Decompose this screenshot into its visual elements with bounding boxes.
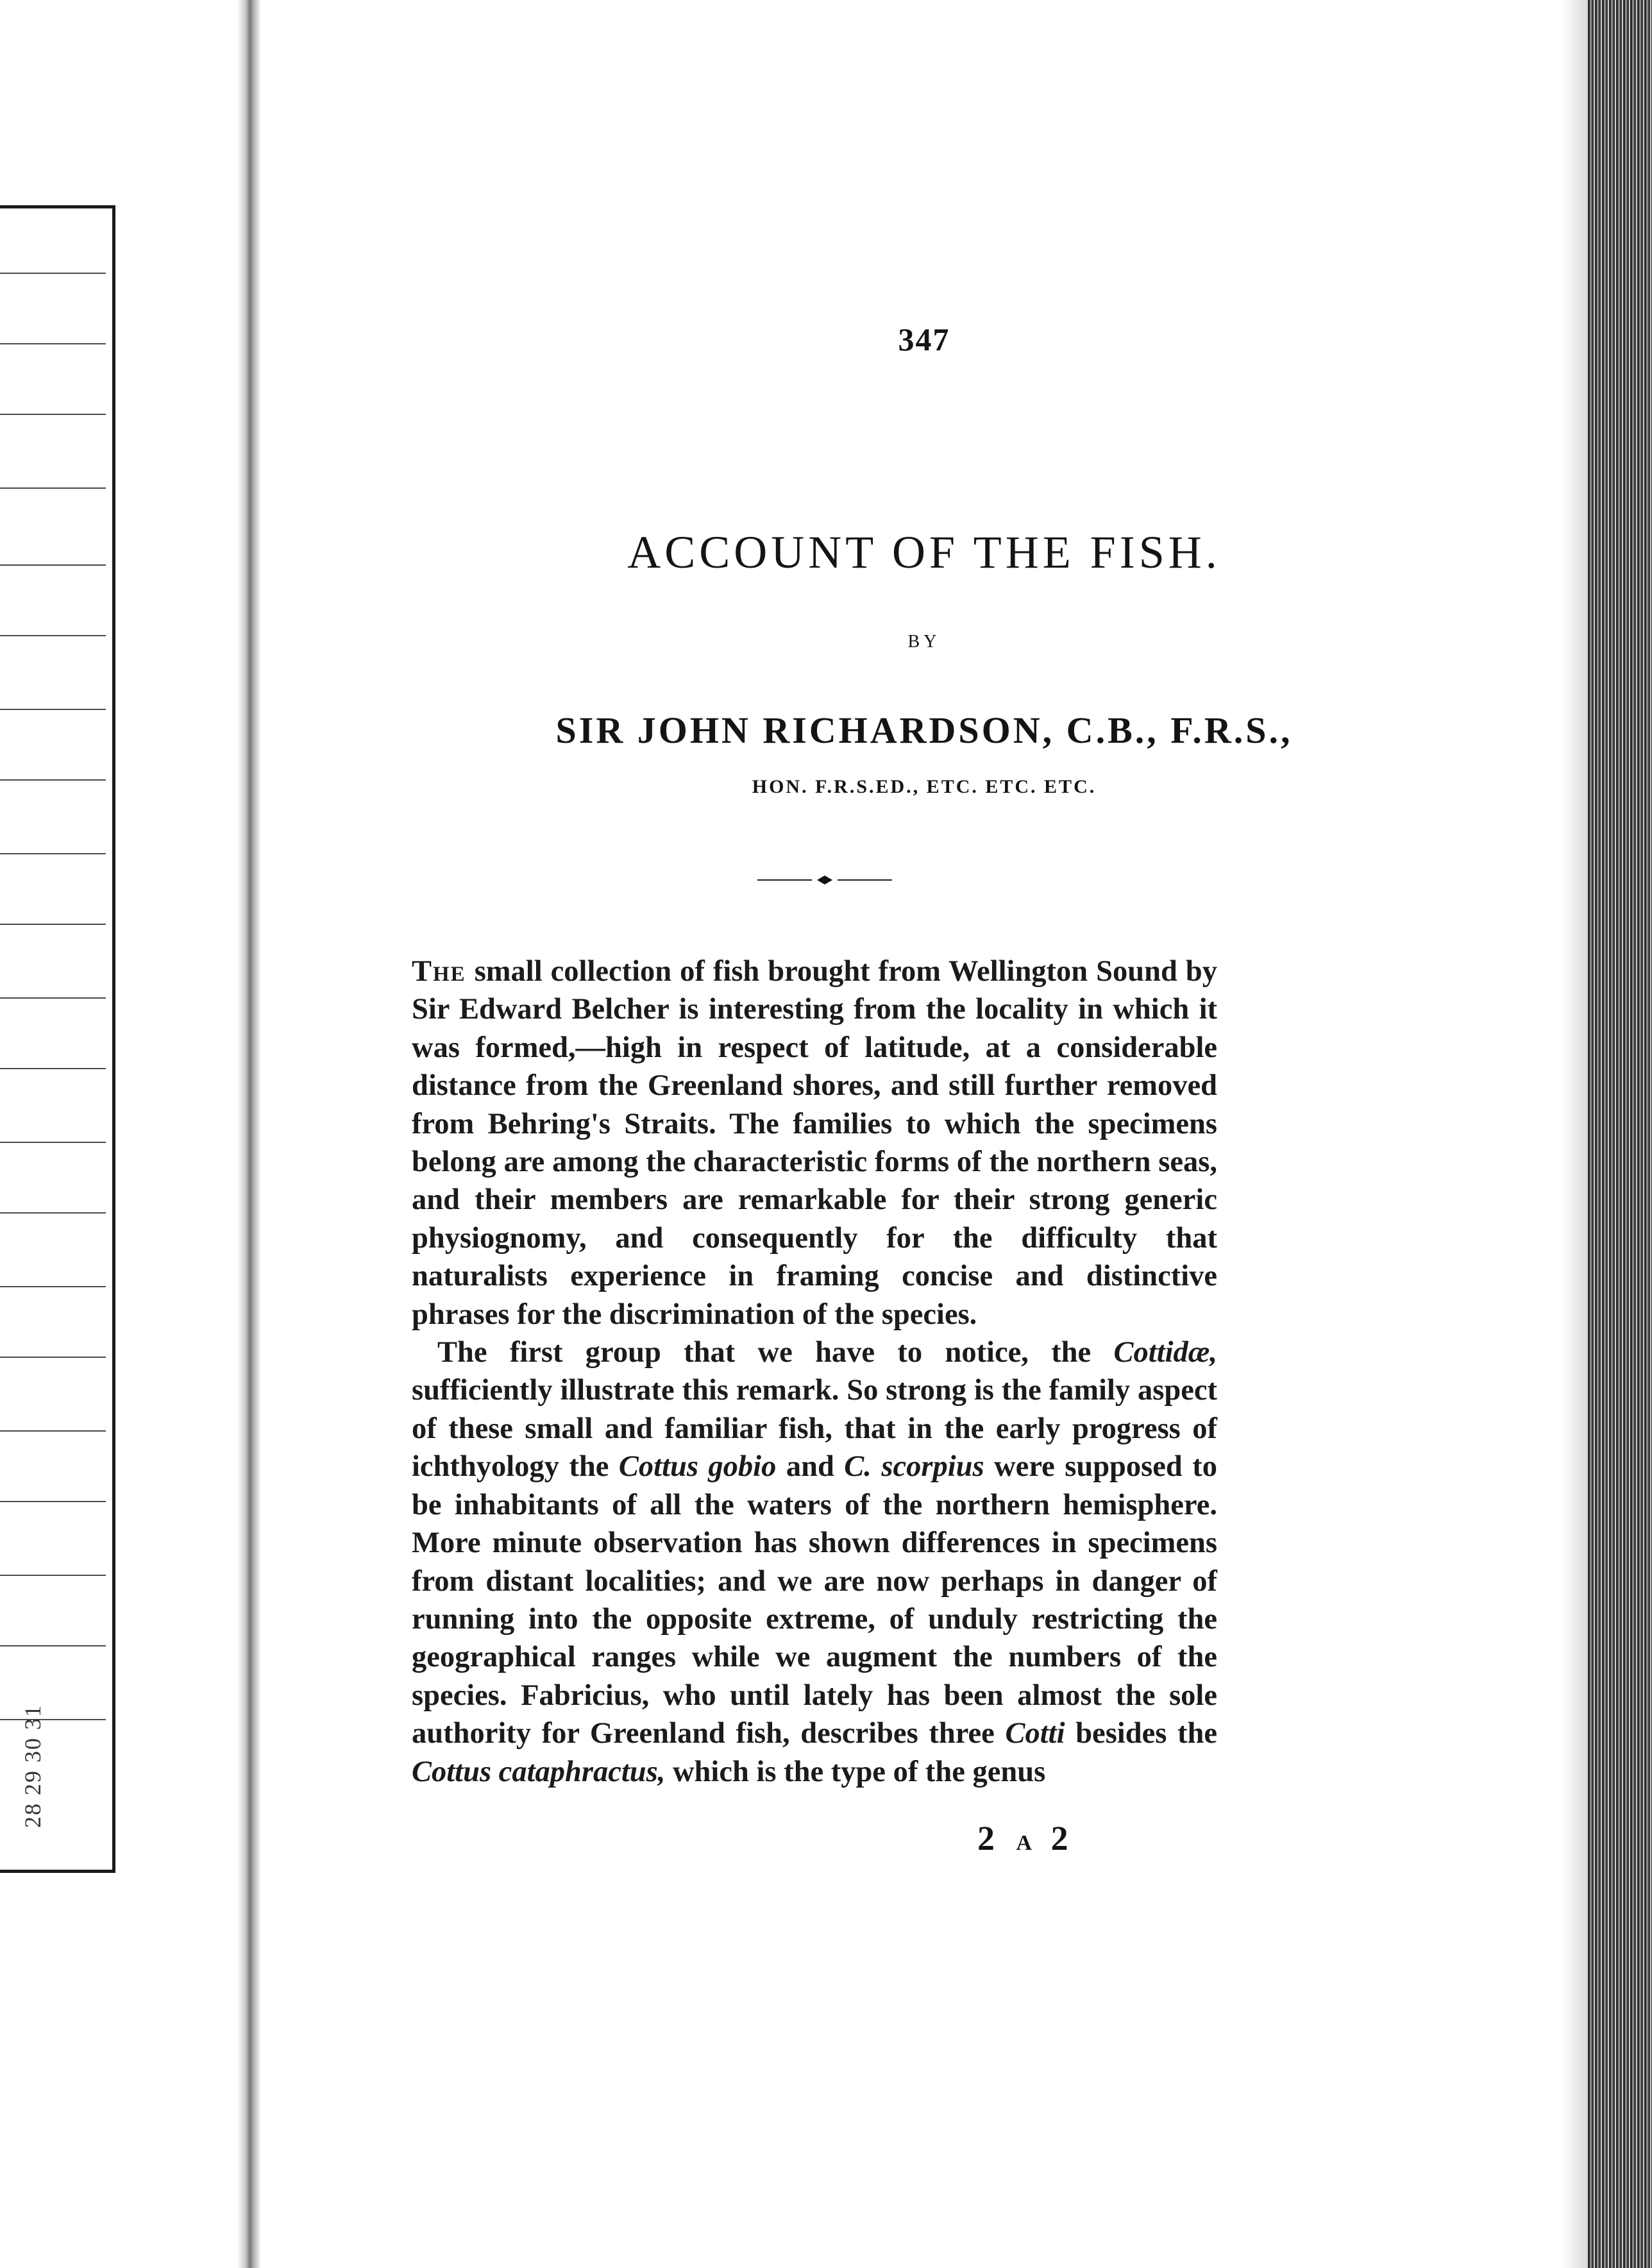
edge-numbers: 28 29 30 31	[20, 1704, 46, 1828]
table-rule	[0, 1212, 106, 1214]
signature-right: 2	[1050, 1819, 1075, 1858]
body-text	[412, 952, 1217, 1791]
page-title: ACCOUNT OF THE FISH.	[627, 527, 1221, 578]
text-run: The first group that we have to notice, the	[437, 1336, 1114, 1369]
paragraph	[412, 1333, 1217, 1791]
table-rule	[0, 487, 106, 489]
table-rule	[0, 1357, 106, 1358]
page-number: 347	[898, 321, 950, 357]
table-rule	[0, 635, 106, 636]
italic-species-name: Cottus cataphractus,	[412, 1755, 666, 1788]
italic-species-name: C. scorpius	[844, 1450, 984, 1484]
table-rule	[0, 1286, 106, 1287]
table-rule	[0, 924, 106, 925]
table-rule	[0, 853, 106, 854]
table-rule	[0, 564, 106, 566]
table-rule	[0, 1142, 106, 1143]
table-rule	[0, 1068, 106, 1069]
facing-page-table-frame	[0, 205, 115, 1873]
italic-species-name: Cotti	[1005, 1717, 1065, 1750]
table-rule	[0, 709, 106, 710]
book-page	[260, 0, 1562, 2268]
table-rule	[0, 414, 106, 415]
text-run: which is the type of the genus	[665, 1755, 1046, 1788]
book-gutter	[237, 0, 260, 2268]
diamond-rule-ornament	[757, 870, 892, 890]
text-run: besides the	[1065, 1717, 1217, 1750]
table-rule	[0, 1430, 106, 1432]
text-run: small collection of fish brought from Wellington Sound by Sir Edward Belcher is interesting from the locality in which it was formed,—high in respect of latitude, at a considerable distance from the Greenland shores, and still further removed from Behring's Straits. The families to which the specimens belong are among the characteristic forms of the northern seas, and their members are remarkable for their strong generic physiognomy, and consequently for the difficulty that naturalists experience in framing concise and distinctive phrases for the discrimination of the species.	[412, 955, 1217, 1331]
fore-edge-shadow	[1562, 0, 1588, 2268]
paragraph-lead-word: The	[412, 955, 466, 988]
author-name: SIR JOHN RICHARDSON, C.B., F.R.S.,	[555, 709, 1293, 751]
italic-species-name: Cottus gobio	[618, 1450, 777, 1484]
italic-species-name: Cottidæ,	[1113, 1336, 1217, 1369]
signature-mark	[977, 1818, 1075, 1858]
text-run: sufficiently illustrate this remark. So strong is the family aspect of these small and familiar fish, that in the early progress of ichthyology the	[412, 1374, 1217, 1484]
author-honors: HON. F.R.S.ED., ETC. ETC. ETC.	[752, 776, 1097, 797]
table-rule	[0, 273, 106, 274]
byline-by: BY	[907, 632, 941, 652]
table-rule	[0, 1645, 106, 1646]
table-rule	[0, 779, 106, 781]
table-rule	[0, 1501, 106, 1502]
text-run: were supposed to be inhabitants of all the waters of the northern hemisphere. More minute observation has shown differences in specimens from distant localities; and we are now perhaps in danger of running into the opposite extreme, of unduly restricting the geographical ranges while we augment the numbers of the species. Fabricius, who until lately has been almost the sole authority for Greenland fish, describes three	[412, 1450, 1217, 1750]
text-run: and	[776, 1450, 845, 1484]
table-rule	[0, 997, 106, 999]
paragraph	[412, 952, 1217, 1333]
table-rule	[0, 343, 106, 344]
signature-middle: A	[1016, 1831, 1036, 1855]
facing-page-edge	[0, 0, 244, 2268]
book-fore-edge	[1588, 0, 1652, 2268]
signature-left: 2	[977, 1819, 1001, 1858]
table-rule	[0, 1719, 106, 1720]
table-rule	[0, 1575, 106, 1576]
